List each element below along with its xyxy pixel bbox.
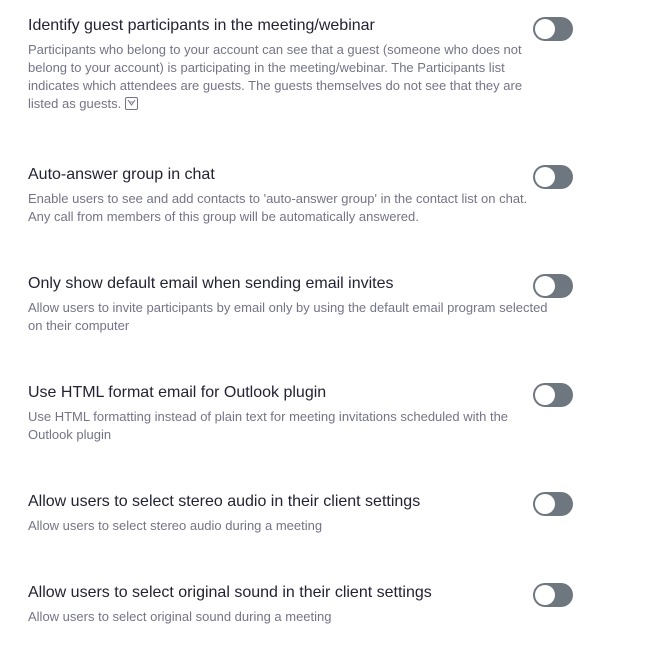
- toggle-html-email-outlook[interactable]: [533, 383, 573, 407]
- setting-title: Auto-answer group in chat: [28, 166, 215, 183]
- setting-description: [28, 41, 548, 113]
- toggle-stereo-audio[interactable]: [533, 492, 573, 516]
- setting-title: Allow users to select original sound in their client settings: [28, 584, 432, 601]
- toggle-knob: [535, 276, 555, 296]
- toggle-default-email-invites[interactable]: [533, 274, 573, 298]
- toggle-knob: [535, 19, 555, 39]
- setting-description: Allow users to invite participants by email only by using the default email program selected on their computer: [28, 300, 548, 333]
- toggle-knob: [535, 585, 555, 605]
- toggle-auto-answer-group[interactable]: [533, 165, 573, 189]
- toggle-identify-guest-participants[interactable]: [533, 17, 573, 41]
- setting-title: Use HTML format email for Outlook plugin: [28, 384, 327, 401]
- setting-description: Use HTML formatting instead of plain text for meeting invitations scheduled with the Outlook plugin: [28, 409, 509, 442]
- setting-title: Allow users to select stereo audio in their client settings: [28, 493, 421, 510]
- setting-title: Only show default email when sending email invites: [28, 275, 394, 292]
- setting-description: Allow users to select original sound during a meeting: [28, 609, 332, 624]
- setting-description-text: Participants who belong to your account can see that a guest (someone who does not belong to your account) is participating in the meeting/webinar. The Participants list indicates which attendees are guests. The guests themselves do not see that they are listed as guests.: [28, 42, 523, 111]
- setting-description: Allow users to select stereo audio during a meeting: [28, 518, 323, 533]
- toggle-knob: [535, 494, 555, 514]
- setting-description: Enable users to see and add contacts to 'auto-answer group' in the contact list on chat. Any call from members of this group will be automatically answered.: [28, 191, 528, 224]
- setting-title: Identify guest participants in the meeting/webinar: [28, 17, 375, 34]
- info-icon[interactable]: [125, 97, 138, 110]
- toggle-knob: [535, 167, 555, 187]
- toggle-knob: [535, 385, 555, 405]
- toggle-original-sound[interactable]: [533, 583, 573, 607]
